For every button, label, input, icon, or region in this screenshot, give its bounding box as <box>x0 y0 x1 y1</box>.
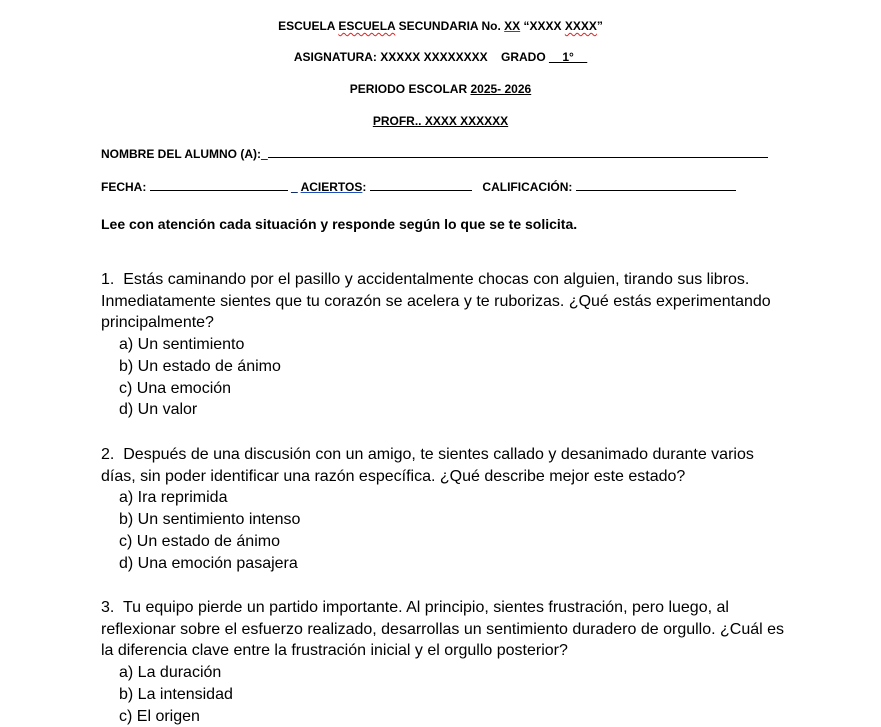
school-name-part2: XXXX <box>564 19 597 33</box>
question-2 <box>101 444 791 574</box>
name-field-row: NOMBRE DEL ALUMNO (A):_ <box>101 146 768 161</box>
question-1 <box>101 269 791 421</box>
option-a[interactable]: a) Un sentimiento <box>119 336 245 354</box>
hits-field[interactable] <box>370 179 472 191</box>
question-stem: 3. Tu equipo pierde un partido importante. Al principio, sientes frustración, pero luego, al reflexionar sobre el esfuerzo realizado, desarrollas un sentimiento duradero de orgullo. ¿Cuál es la diferencia clave entre la frustración inicial y el orgullo posterior? <box>101 599 789 660</box>
option-d[interactable]: d) Un valor <box>119 401 198 419</box>
school-mid: SECUNDARIA No. <box>395 19 505 33</box>
teacher-name: PROFR.. XXXX XXXXXX <box>372 114 509 128</box>
school-header <box>0 19 881 33</box>
option-b[interactable]: b) La intensidad <box>119 685 233 703</box>
question-3 <box>101 597 791 727</box>
name-label: NOMBRE DEL ALUMNO (A): <box>101 147 261 161</box>
period-value: 2025- 2026 <box>470 82 532 96</box>
date-field[interactable] <box>150 179 288 191</box>
option-a[interactable]: a) La duración <box>119 664 222 682</box>
school-name-close: ” <box>596 19 603 33</box>
period-line <box>0 82 881 96</box>
name-field[interactable] <box>268 146 768 158</box>
grade-value: __1°__ <box>549 50 588 64</box>
option-b[interactable]: b) Un sentimiento intenso <box>119 511 301 529</box>
question-stem: 1. Estás caminando por el pasillo y accidentalmente chocas con alguien, tirando sus libros. Inmediatamente sientes que tu corazón se acelera y te ruborizas. ¿Qué estás experimentando principalmente? <box>101 271 776 332</box>
date-label: FECHA: <box>101 180 147 194</box>
school-number: XX <box>504 19 521 33</box>
school-prefix: ESCUELA <box>278 19 339 33</box>
subject-line <box>0 50 881 64</box>
teacher-line <box>0 114 881 128</box>
subject-label: ASIGNATURA: XXXXX XXXXXXXX GRADO <box>293 50 549 64</box>
hits-label: ACIERTOS <box>300 180 363 194</box>
grade-label: CALIFICACIÓN: <box>482 180 573 194</box>
instructions: Lee con atención cada situación y responde según lo que se te solicita. <box>101 216 578 232</box>
option-c[interactable]: c) El origen <box>119 707 200 725</box>
school-word: ESCUELA <box>338 19 396 33</box>
option-c[interactable]: c) Una emoción <box>119 379 232 397</box>
school-name-part1: “XXXX <box>523 19 565 33</box>
option-a[interactable]: a) Ira reprimida <box>119 489 228 507</box>
grade-field[interactable] <box>576 179 736 191</box>
option-d[interactable]: d) Una emoción pasajera <box>119 554 298 572</box>
period-label: PERIODO ESCOLAR <box>349 82 471 96</box>
date-field-row: FECHA: _ ACIERTOS: CALIFICACIÓN: <box>101 179 736 194</box>
option-c[interactable]: c) Un estado de ánimo <box>119 532 280 550</box>
question-stem: 2. Después de una discusión con un amigo, te sientes callado y desanimado durante varios días, sin poder identificar una razón específica. ¿Qué describe mejor este estado? <box>101 446 759 485</box>
option-b[interactable]: b) Un estado de ánimo <box>119 357 281 375</box>
